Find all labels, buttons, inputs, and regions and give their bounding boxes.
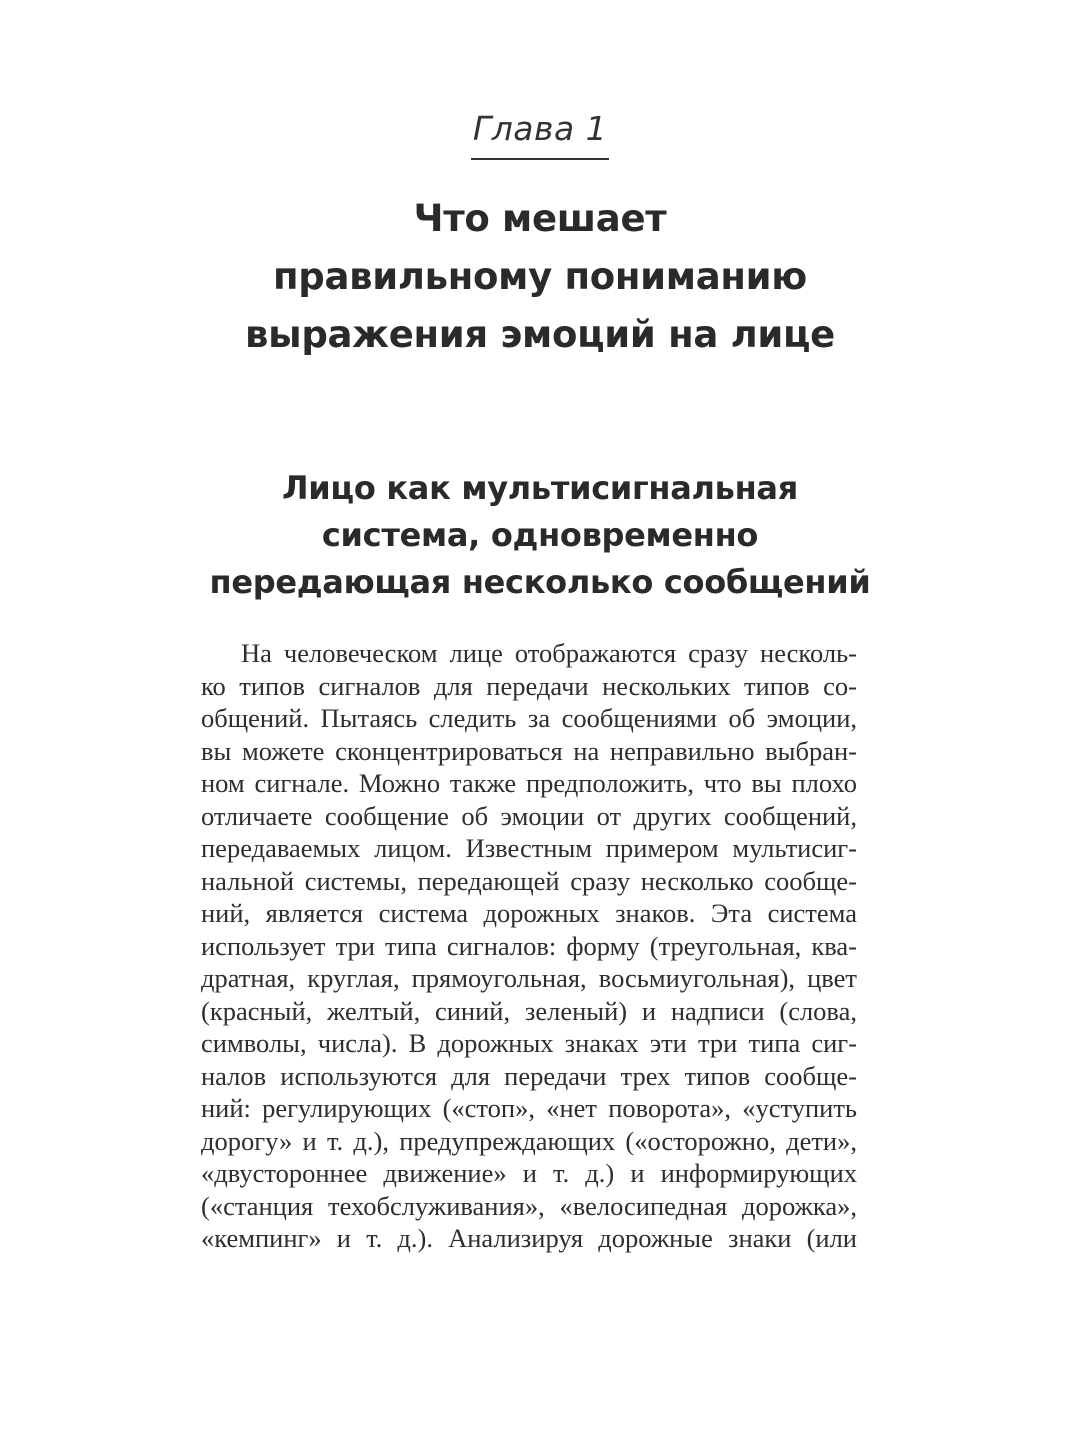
section-title-line: Лицо как мультисигнальная (282, 469, 798, 507)
section-title-line: система, одновременно (321, 516, 759, 554)
body-line: передаваемых лицом. Известным примером мультисиг- (201, 833, 857, 863)
body-line: ко типов сигналов для передачи нескольких типов со- (201, 670, 857, 701)
body-line: (красный, желтый, синий, зеленый) и надписи (слова, (201, 995, 857, 1026)
chapter-label-text: Глава 1 (471, 106, 609, 160)
body-line: использует три типа сигналов: форму (треугольная, ква- (201, 930, 857, 961)
body-line: «кемпинг» и т. д.). Анализируя дорожные знаки (или (201, 1223, 857, 1253)
body-line: общений. Пытаясь следить за сообщениями об эмоции, (201, 703, 857, 733)
body-line: нальной системы, передающей сразу несколько сообще- (201, 865, 857, 896)
chapter-label (0, 106, 1080, 160)
chapter-title-line: Что мешает (413, 197, 667, 240)
body-line: вы можете сконцентрироваться на неправильно выбран- (201, 735, 857, 766)
chapter-title (0, 190, 1080, 364)
body-line: ном сигнале. Можно также предположить, что вы плохо (201, 768, 857, 798)
section-title-line: передающая несколько сообщений (209, 563, 871, 601)
section-title (0, 465, 1080, 606)
body-line: дорогу» и т. д.), предупреждающих («осторожно, дети», (201, 1125, 857, 1156)
chapter-title-line: выражения эмоций на лице (245, 313, 835, 356)
body-line: ний: регулирующих («стоп», «нет поворота», «уступить (201, 1093, 857, 1123)
body-line: налов используются для передачи трех типов сообще- (201, 1060, 857, 1091)
body-line: «двустороннее движение» и т. д.) и информирующих (201, 1158, 857, 1188)
body-line: На человеческом лице отображаются сразу несколь- (241, 638, 857, 668)
body-paragraph (201, 637, 857, 1255)
body-line: («станция техобслуживания», «велосипедная дорожка», (201, 1190, 857, 1221)
body-line: символы, числа). В дорожных знаках эти три типа сиг- (201, 1028, 857, 1058)
chapter-title-line: правильному пониманию (273, 255, 807, 298)
body-line: дратная, круглая, прямоугольная, восьмиугольная), цвет (201, 963, 857, 993)
body-line: отличаете сообщение об эмоции от других сообщений, (201, 800, 857, 831)
body-line: ний, является система дорожных знаков. Эта система (201, 898, 857, 928)
